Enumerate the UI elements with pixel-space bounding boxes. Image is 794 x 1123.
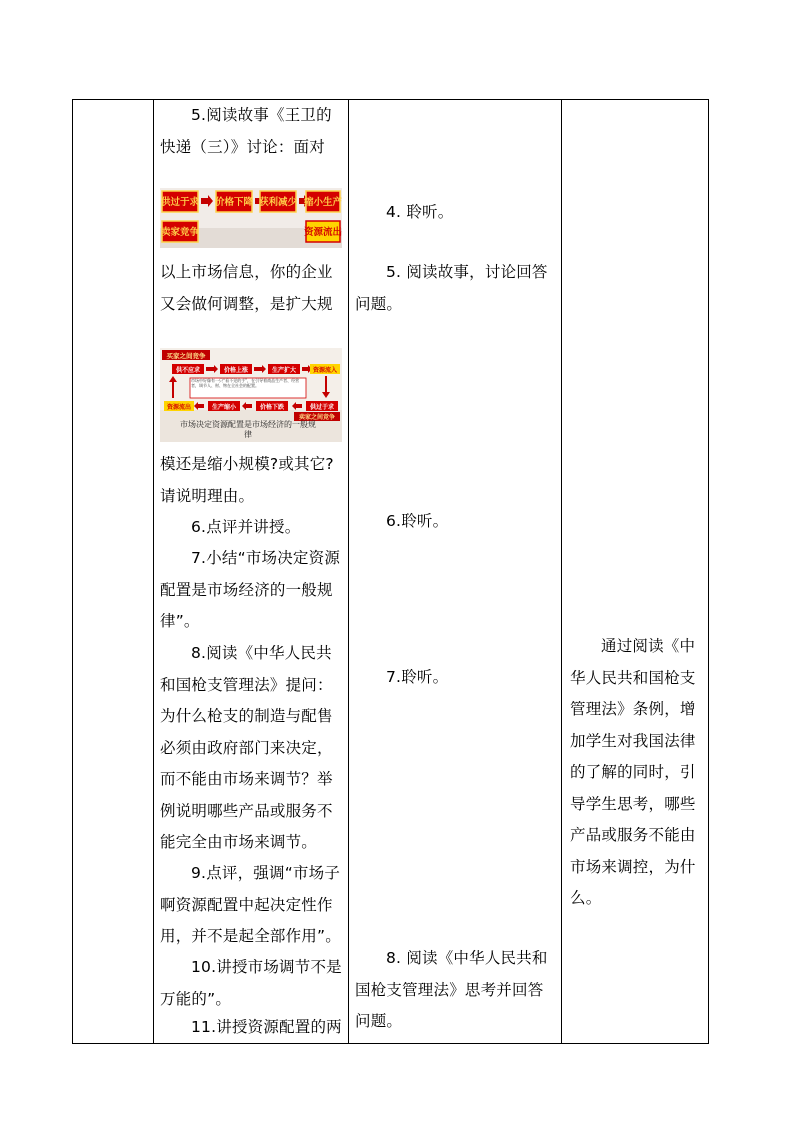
flow2-row2-2: 生产缩小: [211, 404, 237, 411]
teacher-step-8: 8.阅读《中华人民共和国枪支管理法》提问：为什么枪支的制造与配售必须由政府部门来决定，而不能由市场来调节？举例说明哪些产品或服务不能完全由市场来调节。: [160, 644, 333, 851]
student-step-4: 4. 聆听。: [386, 203, 454, 221]
table-row: [73, 100, 709, 1044]
teacher-step-7: 7.小结“市场决定资源配置是市场经济的一般规律”。: [160, 549, 341, 630]
flow2-row2-3: 价格下跌: [259, 404, 285, 411]
flow2-tag-bottom: 卖家之间竞争: [298, 414, 336, 421]
flow2-row1-1: 供不应求: [175, 367, 201, 374]
flow2-row2-1: 资源流出: [166, 404, 192, 411]
flow2-row1-4: 资源流入: [312, 367, 338, 374]
market-flow-image-1: [160, 188, 342, 248]
flow1-box-5: 卖家竞争: [160, 227, 200, 238]
student-step-8: 8. 阅读《中华人民共和国枪支管理法》思考并回答问题。: [355, 949, 548, 1030]
teacher-activity-cell: [154, 100, 349, 1044]
flow2-row2-4: 供过于求: [309, 404, 335, 411]
teacher-step-5-end: 模还是缩小规模?或其它?请说明理由。: [160, 455, 334, 505]
student-activity-cell: [349, 100, 562, 1044]
flow1-box-1: 供过于求: [160, 197, 200, 208]
student-step-5: 5. 阅读故事，讨论回答问题。: [355, 263, 548, 313]
flow1-box-6: 资源流出: [303, 227, 342, 238]
teacher-step-5-cont: 以上市场信息，你的企业又会做何调整，是扩大规: [160, 263, 333, 313]
teacher-step-9: 9.点评，强调“市场子啊资源配置中起决定性作用，并不是起全部作用”。: [160, 864, 341, 945]
flow1-box-3: 获利减少: [258, 197, 298, 208]
student-step-7: 7.聆听。: [386, 668, 449, 686]
lesson-plan-table: [72, 99, 709, 1044]
flow2-center-text: 市场中好像有一只“看不见的手”，在引导着商品生产者、经营者，调节人、财、物在全社会的配置。: [191, 378, 300, 388]
market-flow-image-2: [160, 348, 342, 442]
flow2-caption: 市场决定资源配置是市场经济的一般规律: [180, 420, 316, 439]
teacher-step-5: 5.阅读故事《王卫的快递（三）》讨论：面对: [160, 106, 332, 156]
teacher-step-11: 11.讲授资源配置的两: [191, 1018, 342, 1036]
design-intent-cell: [562, 100, 709, 1044]
stage-column-cell: [73, 100, 154, 1044]
flow2-tag-top: 买家之间竞争: [166, 352, 206, 360]
teacher-step-6: 6.点评并讲授。: [191, 518, 301, 536]
teacher-step-10: 10.讲授市场调节不是万能的”。: [160, 958, 342, 1008]
flow2-row1-3: 生产扩大: [271, 367, 297, 374]
flow1-box-2: 价格下降: [214, 197, 254, 208]
flow2-row1-2: 价格上涨: [223, 367, 249, 374]
flow1-box-4: 缩小生产: [303, 197, 342, 208]
design-intent-text: 通过阅读《中华人民共和国枪支管理法》条例，增加学生对我国法律的了解的同时，引导学生思考，哪些产品或服务不能由市场来调控，为什么。: [570, 637, 696, 907]
student-step-6: 6.聆听。: [386, 512, 449, 530]
